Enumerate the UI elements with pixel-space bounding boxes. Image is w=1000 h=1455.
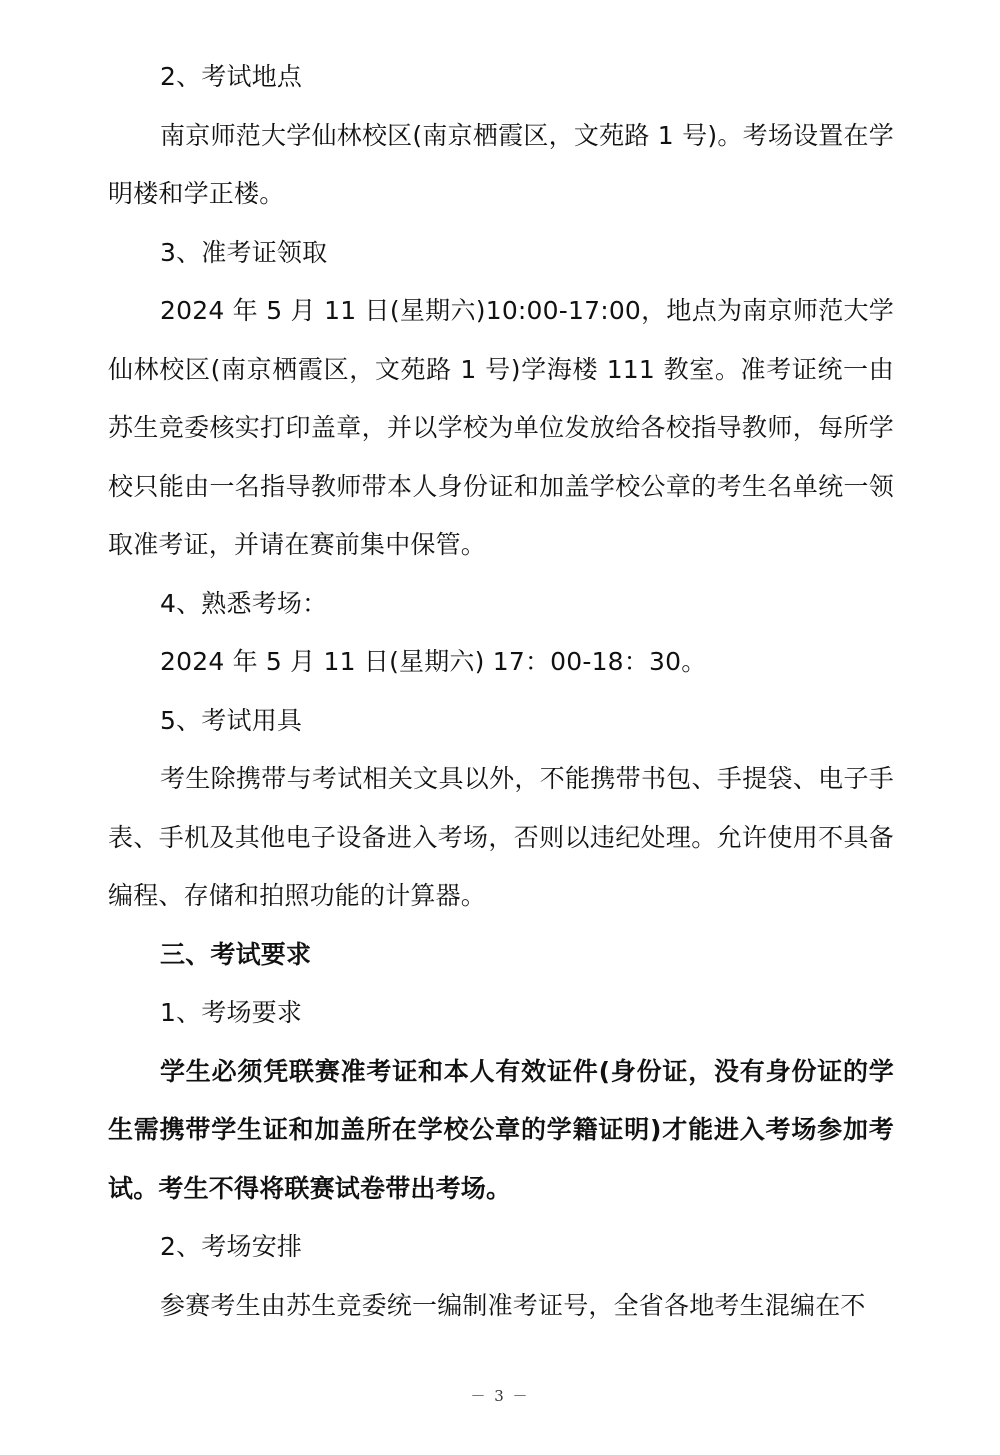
section-heading-familiarize-venue: 4、熟悉考场： [160, 588, 328, 618]
exam-supplies-paragraph: 考生除携带与考试相关文具以外，不能携带书包、手提袋、电子手表、手机及其他电子设备进入考场，否则以违纪处理。允许使用不具备编程、存储和拍照功能的计算器。 [108, 764, 894, 910]
page-content [108, 48, 894, 1335]
section-heading-venue-requirements: 1、考场要求 [160, 998, 303, 1027]
section-heading-exam-supplies: 5、考试用具 [160, 705, 303, 735]
section-heading-exam-location: 2、考试地点 [160, 62, 303, 91]
venue-requirements-paragraph: 学生必须凭联赛准考证和本人有效证件(身份证，没有身份证的学生需携带学生证和加盖所在学校公章的学籍证明)才能进入考场参加考试。考生不得将联赛试卷带出考场。 [108, 1056, 894, 1203]
page-number: － 3 － [470, 1387, 530, 1405]
familiarize-venue-paragraph: 2024 年 5 月 11 日(星期六) 17：00-18：30。 [160, 647, 707, 676]
exam-location-paragraph: 南京师范大学仙林校区(南京栖霞区，文苑路 1 号)。考场设置在学明楼和学正楼。 [108, 120, 894, 208]
section-heading-venue-arrangement: 2、考场安排 [160, 1232, 303, 1261]
chapter-heading-exam-requirements: 三、考试要求 [160, 939, 312, 969]
section-heading-admission-ticket: 3、准考证领取 [160, 237, 328, 267]
admission-ticket-paragraph: 2024 年 5 月 11 日(星期六)10:00-17:00，地点为南京师范大学仙林校区(南京栖霞区，文苑路 1 号)学海楼 111 教室。准考证统一由苏生竞委核实打印盖章，并以学校为单位发放给各校指导教师，每所学校只能由一名指导教师带本人身份证和加盖学校公章的考生名单统一领取准考证，并请在赛前集中保管。 [108, 296, 894, 559]
venue-arrangement-paragraph: 参赛考生由苏生竞委统一编制准考证号，全省各地考生混编在不 [160, 1290, 866, 1320]
